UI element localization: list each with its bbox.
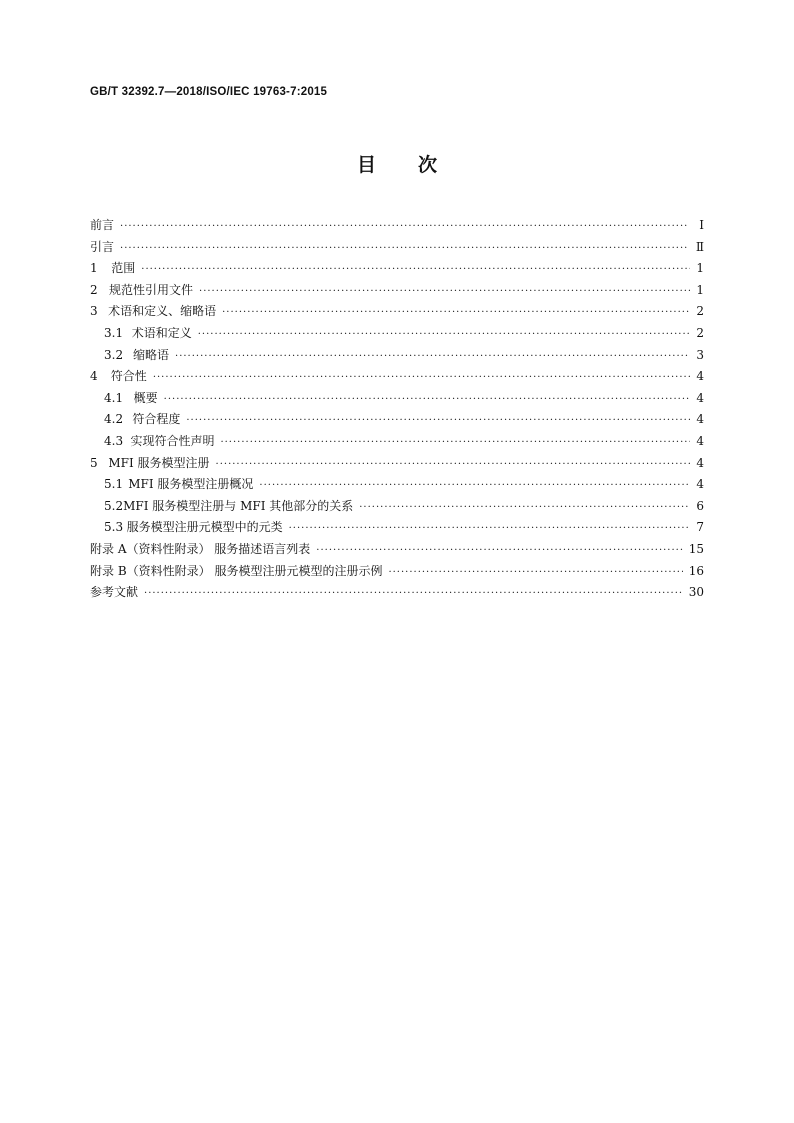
toc-entry-number: 3.1 — [104, 325, 124, 340]
toc-entry-number: 4.3 — [104, 433, 124, 448]
toc-entry-page: Ⅱ — [695, 239, 704, 254]
toc-entry-number: 3 — [90, 304, 98, 319]
toc-entry-title: MFI 服务模型注册与 MFI 其他部分的关系 — [123, 498, 354, 513]
toc-entry-annex-b[interactable] — [90, 561, 704, 583]
toc-entry-page: 4 — [696, 369, 704, 384]
toc-entry-normative-references[interactable] — [90, 280, 704, 302]
dot-leader — [141, 259, 690, 281]
dot-leader — [259, 475, 690, 497]
toc-entry-introduction[interactable] — [90, 237, 704, 259]
toc-entry-5-2[interactable] — [90, 496, 704, 518]
toc-entry-title: 术语和定义、缩略语 — [108, 304, 217, 319]
toc-entry-number: 2 — [90, 282, 98, 297]
toc-entry-page: 16 — [688, 563, 704, 578]
dot-leader — [120, 238, 690, 260]
toc-entry-page: 1 — [696, 261, 704, 276]
toc-entry-title: 附录 B（资料性附录） 服务模型注册元模型的注册示例 — [90, 563, 383, 578]
toc-entry-scope[interactable] — [90, 258, 704, 280]
dot-leader — [316, 540, 682, 562]
toc-entry-page: Ⅰ — [699, 218, 704, 232]
toc-entry-title: 引言 — [90, 239, 115, 254]
toc-entry-number: 4.2 — [104, 412, 124, 427]
toc-entry-number: 5.1 — [104, 477, 124, 492]
toc-entry-number: 5.2 — [104, 498, 124, 513]
toc-entry-4-2[interactable] — [90, 409, 704, 431]
toc-entry-title: 概要 — [133, 390, 158, 405]
toc-entry-page: 2 — [696, 325, 704, 340]
toc-entry-annex-a[interactable] — [90, 539, 704, 561]
toc-entry-foreword[interactable] — [90, 215, 704, 237]
dot-leader — [222, 302, 690, 324]
toc-entry-number: 5 — [90, 455, 98, 470]
toc-entry-title: MFI 服务模型注册概况 — [128, 477, 254, 492]
toc-entry-title: 符合程度 — [132, 412, 181, 427]
toc-entry-page: 7 — [696, 520, 704, 535]
toc-entry-title: MFI 服务模型注册 — [108, 455, 210, 470]
dot-leader — [153, 367, 690, 389]
toc-entry-5-1[interactable] — [90, 474, 704, 496]
toc-entry-page: 30 — [688, 585, 704, 600]
toc-entry-title: 前言 — [90, 218, 115, 232]
toc-entry-number: 4.1 — [104, 390, 124, 405]
toc-entry-page: 6 — [696, 498, 704, 513]
toc-entry-3-1[interactable] — [90, 323, 704, 345]
dot-leader — [216, 454, 690, 476]
dot-leader — [120, 216, 690, 238]
toc-entry-page: 4 — [696, 412, 704, 427]
toc-entry-mfi-service-model[interactable] — [90, 453, 704, 475]
toc-entry-page: 4 — [696, 477, 704, 492]
toc-entry-number: 5.3 — [104, 520, 124, 535]
toc-entry-conformance[interactable] — [90, 366, 704, 388]
toc-entry-page: 3 — [696, 347, 704, 362]
dot-leader — [199, 281, 690, 303]
toc-entry-title: 实现符合性声明 — [130, 433, 215, 448]
standard-code-header: GB/T 32392.7—2018/ISO/IEC 19763-7:2015 — [90, 86, 328, 98]
dot-leader — [388, 562, 682, 584]
toc-entry-title: 符合性 — [110, 369, 147, 384]
toc-entry-page: 4 — [696, 390, 704, 405]
toc-entry-title: 参考文献 — [90, 585, 139, 600]
toc-entry-number: 1 — [90, 261, 98, 276]
toc-entry-5-3[interactable] — [90, 517, 704, 539]
toc-entry-terms-definitions[interactable] — [90, 301, 704, 323]
toc-entry-number: 4 — [90, 369, 98, 384]
dot-leader — [175, 346, 690, 368]
toc-entry-title: 术语和定义 — [131, 325, 192, 340]
toc-entry-title: 服务模型注册元模型中的元类 — [126, 520, 283, 535]
toc-entry-title: 缩略语 — [133, 347, 170, 362]
toc-entry-page: 1 — [696, 282, 704, 297]
toc-entry-page: 2 — [696, 304, 704, 319]
table-of-contents — [90, 215, 704, 604]
toc-entry-number: 3.2 — [104, 347, 124, 362]
dot-leader — [144, 583, 683, 605]
toc-entry-3-2[interactable] — [90, 345, 704, 367]
dot-leader — [164, 389, 690, 411]
dot-leader — [186, 410, 690, 432]
toc-entry-title: 规范性引用文件 — [109, 282, 194, 297]
dot-leader — [289, 518, 690, 540]
toc-entry-4-1[interactable] — [90, 388, 704, 410]
dot-leader — [198, 324, 690, 346]
toc-entry-bibliography[interactable] — [90, 582, 704, 604]
toc-entry-page: 4 — [696, 455, 704, 470]
toc-entry-title: 附录 A（资料性附录） 服务描述语言列表 — [90, 541, 311, 556]
dot-leader — [359, 497, 690, 519]
dot-leader — [220, 432, 690, 454]
toc-entry-4-3[interactable] — [90, 431, 704, 453]
toc-entry-page: 4 — [696, 433, 704, 448]
toc-entry-page: 15 — [688, 541, 704, 556]
toc-entry-title: 范围 — [111, 261, 136, 276]
page-title: 目次 — [356, 154, 479, 176]
